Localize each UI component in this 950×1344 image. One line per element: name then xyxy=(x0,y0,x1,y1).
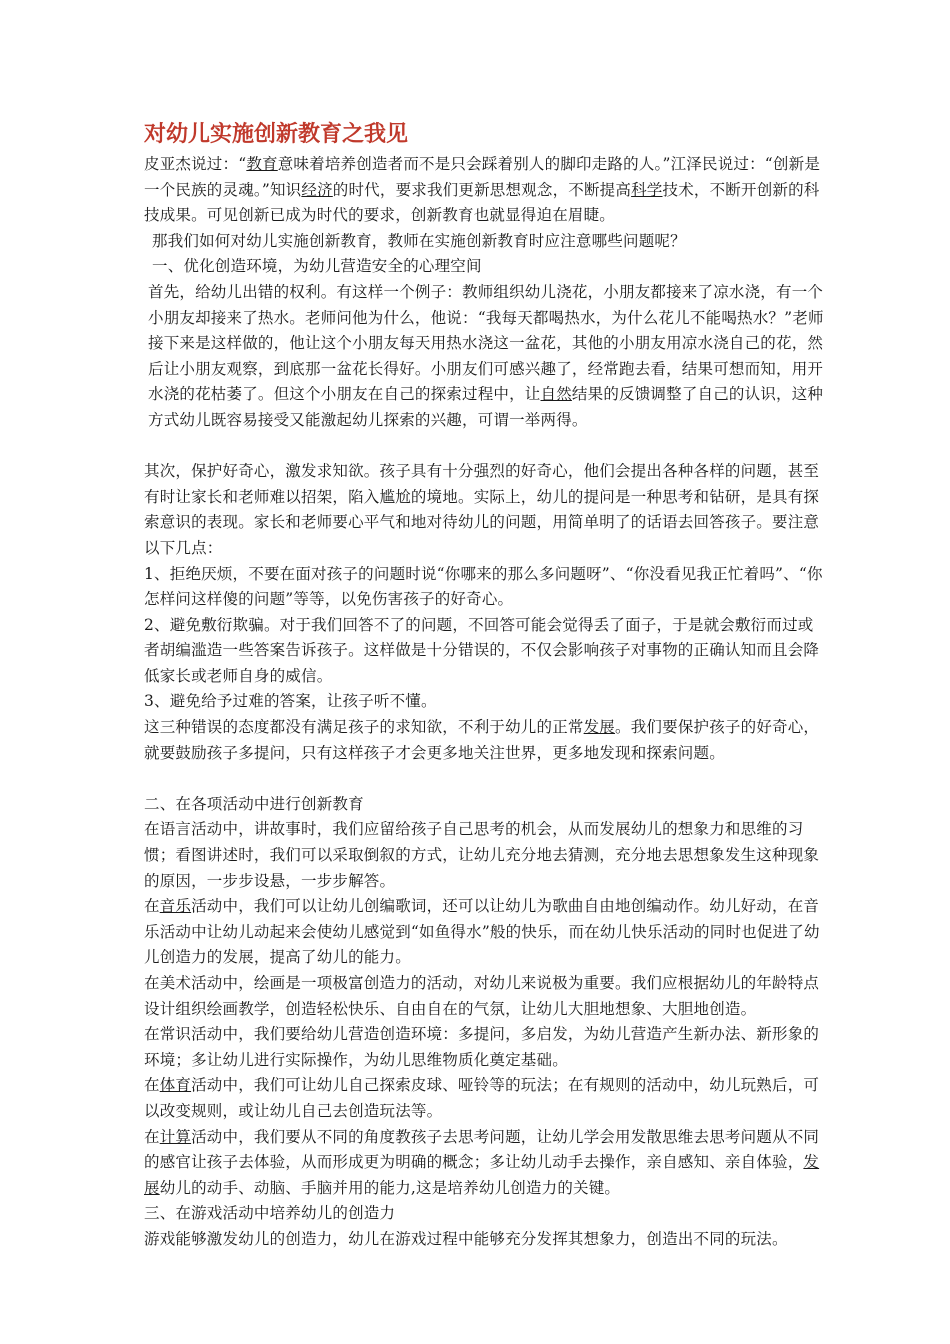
text: 活动中，我们可以让幼儿创编歌词，还可以让幼儿为歌曲自由地创编动作。幼儿好动，在音乐活动中让幼儿动起来会使幼儿感觉到“如鱼得水”般的快乐，而在幼儿快乐活动的同时也促进了幼儿创造力的发展，提高了幼儿的能力。 xyxy=(144,897,820,967)
document-title: 对幼儿实施创新教育之我见 xyxy=(144,122,409,147)
text: 的时代，要求我们更新思想观念，不断提高 xyxy=(332,180,632,199)
text: 幼儿的动手、动脑、手脑并用的能力,这是培养幼儿创造力的关键。 xyxy=(159,1178,621,1197)
paragraph-language: 在语言活动中，讲故事时，我们应留给孩子自己思考的机会，从而发展幼儿的想象力和思维的习惯；看图讲述时，我们可以采取倒叙的方式，让幼儿充分地去猜测，充分地去思想象发生这种现象的原因，一步步设悬，一步步解答。 xyxy=(144,820,820,890)
text: 在 xyxy=(144,1127,160,1146)
paragraph-science: 在常识活动中，我们要给幼儿营造创造环境：多提问，多启发，为幼儿营造产生新办法、新形象的环境；多让幼儿进行实际操作，为幼儿思维物质化奠定基础。 xyxy=(144,1025,820,1069)
link-education[interactable]: 教育 xyxy=(246,155,278,173)
link-development[interactable]: 发展 xyxy=(144,1153,820,1197)
paragraph-summary xyxy=(144,715,824,766)
text: 皮亚杰说过：“ xyxy=(144,155,247,173)
link-math[interactable]: 计算 xyxy=(159,1127,192,1146)
text: 这三种错误的态度都没有满足孩子的求知欲，不利于幼儿的正常 xyxy=(144,718,584,737)
paragraph-second: 其次，保护好奇心，激发求知欲。孩子具有十分强烈的好奇心，他们会提出各种各样的问题，甚至有时让家长和老师难以招架，陷入尴尬的境地。实际上，幼儿的提问是一种思考和钻研，是具有探索意识的表现。家长和老师要心平气和地对待幼儿的问题，用简单明了的话语去回答孩子。要注意以下几点： xyxy=(144,462,820,557)
text: 在 xyxy=(144,1076,160,1095)
text: 首先，给幼儿出错的权利。有这样一个例子：教师组织幼儿浇花，小朋友都接来了凉水浇，有一个小朋友却接来了热水。老师问他为什么，他说：“我每天都喝热水，为什么花儿不能喝热水？”老师接下来是这样做的，他让这个小朋友每天用热水浇这一盆花，其他的小朋友用凉水浇自己的花，然后让小朋友观察，到底那一盆花长得好。小朋友们可感兴趣了，经常跑去看，结果可想而知，用开水浇的花枯萎了。但这个小朋友在自己的探索过程中，让 xyxy=(148,282,824,404)
text: 意味着培养创造者而不是只会踩着别人的脚印走路的人。”江泽民说过：“创新是一个民族的灵魂。”知识 xyxy=(144,155,821,199)
paragraph-question: 那我们如何对幼儿实施创新教育，教师在实施创新教育时应注意哪些问题呢？ xyxy=(152,231,686,250)
link-nature[interactable]: 自然 xyxy=(540,385,572,404)
list-item-2: 2、避免敷衍欺骗。对于我们回答不了的问题，不回答可能会觉得丢了面子，于是就会敷衍而过或者胡编滥造一些答案告诉孩子。这样做是十分错误的，不仅会影响孩子对事物的正确认知而且会降低家长或老师自身的威信。 xyxy=(144,615,820,685)
document-page xyxy=(144,120,824,1253)
paragraph-music xyxy=(144,894,824,971)
link-economy[interactable]: 经济 xyxy=(301,180,333,199)
paragraph-first xyxy=(144,280,824,434)
paragraph-intro xyxy=(144,152,824,229)
paragraph-sports xyxy=(144,1073,824,1124)
text: 技术，不断开创新的科技成果。可见创新已成为时代的要求，创新教育也就显得迫在眉睫。 xyxy=(144,180,820,225)
blank-line xyxy=(144,434,824,460)
paragraph-art: 在美术活动中，绘画是一项极富创造力的活动，对幼儿来说极为重要。我们应根据幼儿的年龄特点设计组织绘画教学，创造轻松快乐、自由自在的气氛，让幼儿大胆地想象、大胆地创造。 xyxy=(144,974,820,1018)
text: 活动中，我们要从不同的角度教孩子去思考问题，让幼儿学会用发散思维去思考问题从不同的感官让孩子去体验，从而形成更为明确的概念；多让幼儿动手去操作，亲自感知、亲自体验， xyxy=(144,1127,820,1172)
link-sports[interactable]: 体育 xyxy=(159,1076,192,1095)
paragraph-games: 游戏能够激发幼儿的创造力，幼儿在游戏过程中能够充分发挥其想象力，创造出不同的玩法。 xyxy=(144,1229,788,1248)
link-development[interactable]: 发展 xyxy=(583,718,616,737)
text: 在 xyxy=(144,897,160,916)
section-heading-1: 一、优化创造环境，为幼儿营造安全的心理空间 xyxy=(152,257,482,276)
blank-line xyxy=(144,766,824,792)
text: 。我们要保护孩子的好奇心，就要鼓励孩子多提问，只有这样孩子才会更多地关注世界，更多地发现和探索问题。 xyxy=(144,718,820,762)
list-item-3: 3、避免给予过难的答案，让孩子听不懂。 xyxy=(144,692,437,711)
link-music[interactable]: 音乐 xyxy=(159,897,192,916)
section-heading-3: 三、在游戏活动中培养幼儿的创造力 xyxy=(144,1204,396,1223)
text: 活动中，我们可让幼儿自己探索皮球、哑铃等的玩法；在有规则的活动中，幼儿玩熟后，可以改变规则，或让幼儿自己去创造玩法等。 xyxy=(144,1076,820,1120)
link-science[interactable]: 科学 xyxy=(631,180,663,199)
list-item-1: 1、拒绝厌烦，不要在面对孩子的问题时说“你哪来的那么多问题呀”、“你没看见我正忙着吗”、“你怎样问这样傻的问题”等等，以免伤害孩子的好奇心。 xyxy=(144,564,823,609)
text: 结果的反馈调整了自己的认识，这种方式幼儿既容易接受又能激起幼儿探索的兴趣，可谓一举两得。 xyxy=(148,385,824,429)
paragraph-math xyxy=(144,1125,824,1202)
section-heading-2: 二、在各项活动中进行创新教育 xyxy=(144,794,364,813)
